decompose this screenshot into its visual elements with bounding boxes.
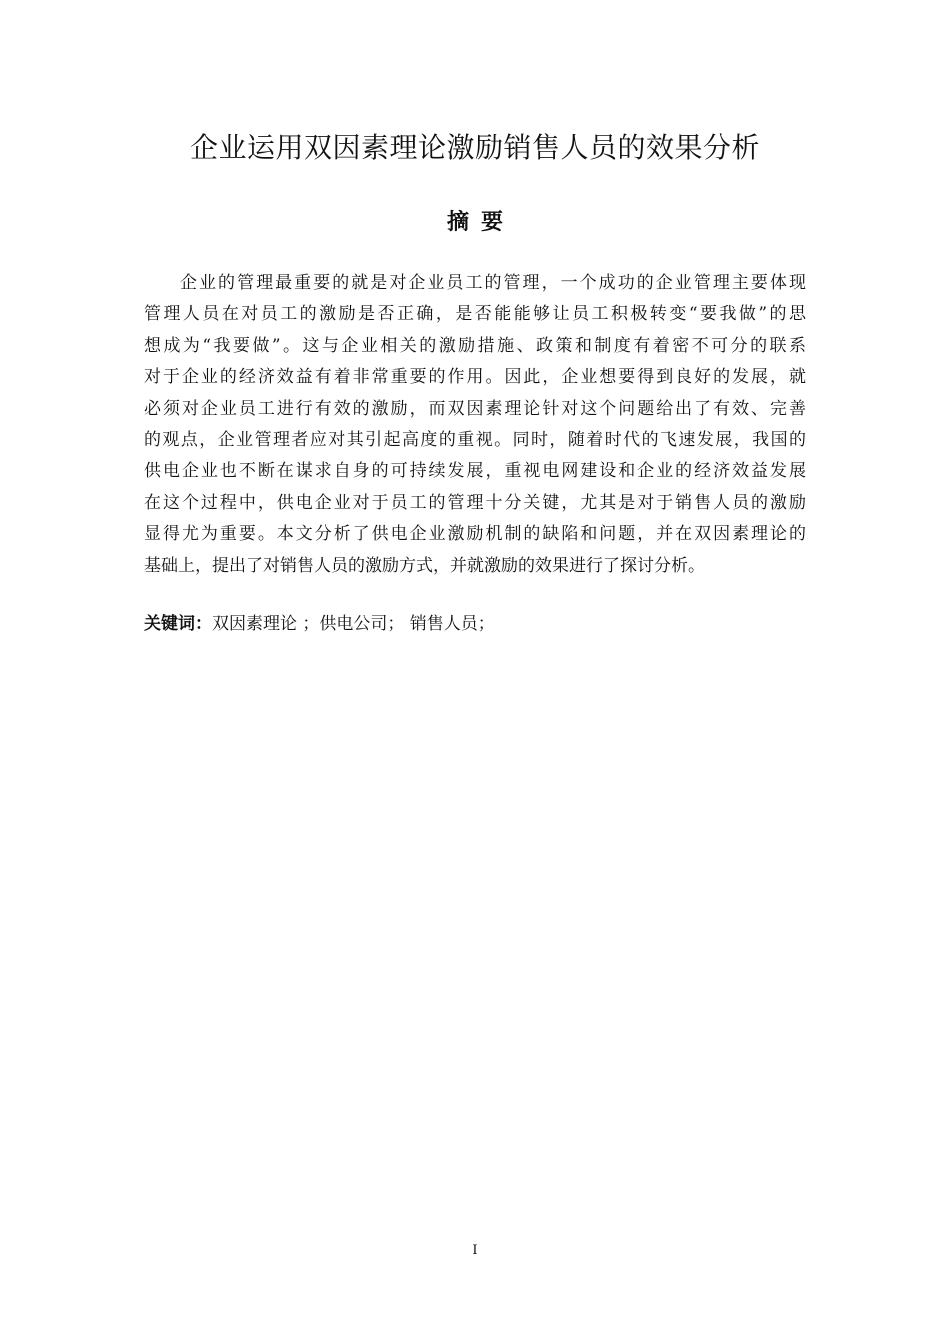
abstract-paragraph <box>144 268 806 582</box>
keywords-line <box>144 609 806 640</box>
abstract-heading: 摘要 <box>446 209 515 235</box>
abstract-line: 对于企业的经济效益有着非常重要的作用。因此，企业想要得到良好的发展，就 <box>144 367 806 388</box>
page-number: I <box>472 1243 478 1258</box>
document-title: 企业运用双因素理论激励销售人员的效果分析 <box>189 131 760 164</box>
abstract-line: 企业的管理最重要的就是对企业员工的管理，一个成功的企业管理主要体现 <box>180 273 806 293</box>
abstract-line: 在这个过程中，供电企业对于员工的管理十分关键，尤其是对于销售人员的激励 <box>144 492 806 513</box>
abstract-line: 供电企业也不断在谋求自身的可持续发展，重视电网建设和企业的经济效益发展 <box>144 461 806 482</box>
abstract-line: 想成为“我要做”。这与企业相关的激励措施、政策和制度有着密不可分的联系 <box>144 335 806 356</box>
abstract-line: 基础上，提出了对销售人员的激励方式，并就激励的效果进行了探讨分析。 <box>144 555 705 576</box>
abstract-line: 管理人员在对员工的激励是否正确，是否能能够让员工积极转变“要我做”的思 <box>144 304 806 325</box>
abstract-line: 的观点，企业管理者应对其引起高度的重视。同时，随着时代的飞速发展，我国的 <box>144 430 806 451</box>
abstract-line: 必须对企业员工进行有效的激励，而双因素理论针对这个问题给出了有效、完善 <box>144 398 806 419</box>
abstract-line: 显得尤为重要。本文分析了供电企业激励机制的缺陷和问题，并在双因素理论的 <box>144 524 806 545</box>
keywords-label: 关键词： <box>144 614 212 634</box>
keywords-text: 双因素理论 ；供电公司； 销售人员； <box>212 614 495 634</box>
